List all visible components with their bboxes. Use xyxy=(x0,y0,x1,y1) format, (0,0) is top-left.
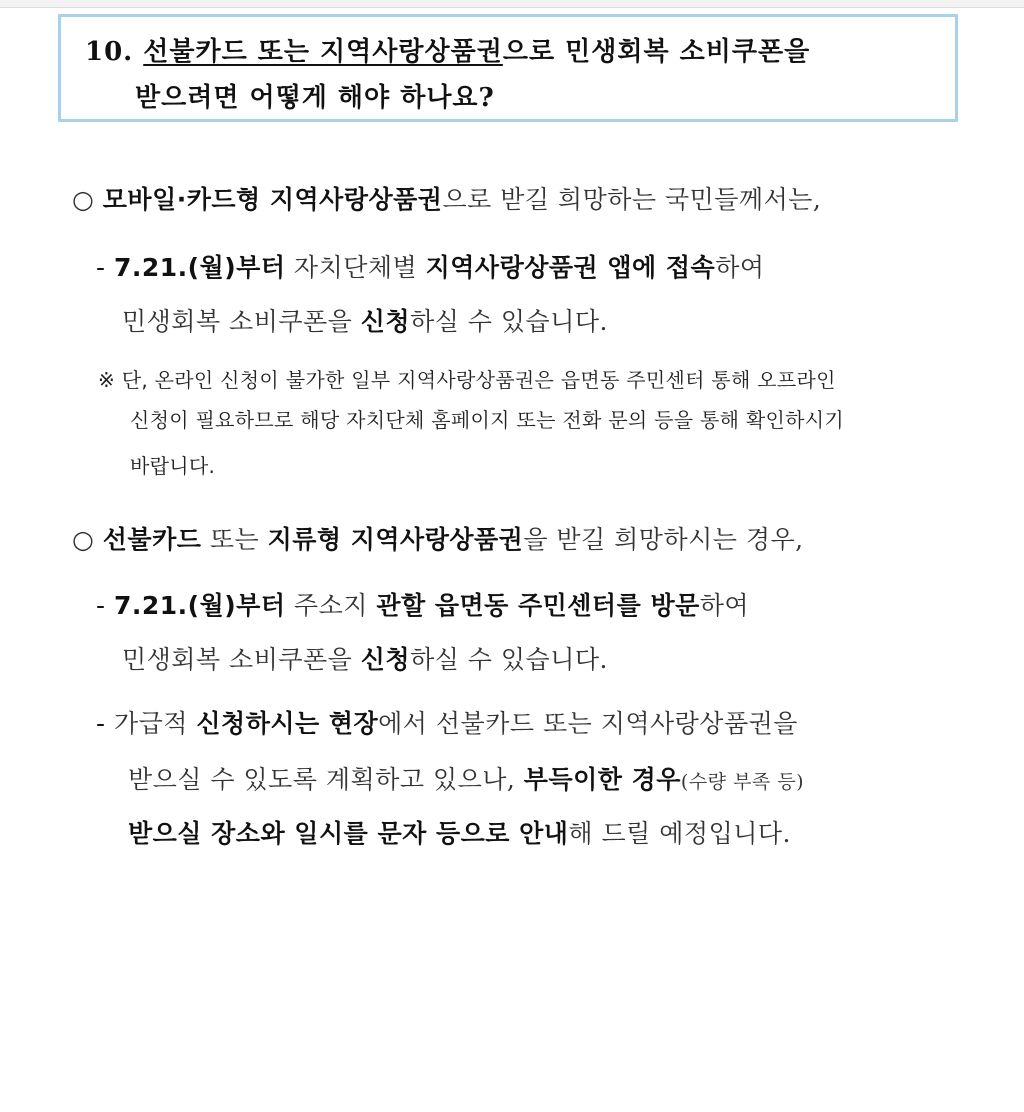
section1-item1-date: 7.21.(월)부터 xyxy=(113,253,286,282)
section2-item1-dash: - xyxy=(96,591,106,620)
section2-item2-dash: - xyxy=(96,709,106,738)
question-underlined-text: 선불카드 또는 지역사랑상품권 xyxy=(143,37,503,67)
question-box xyxy=(58,14,958,122)
section2-item1-l2-text-2: 하실 수 있습니다. xyxy=(410,645,608,674)
section1-item1-bold-2: 지역사랑상품권 앱에 접속 xyxy=(425,253,716,282)
section1-item1-text-2: 하여 xyxy=(715,253,765,282)
section1-item1-line2 xyxy=(122,302,608,338)
section1-item1-text-1: 자치단체별 xyxy=(285,253,426,282)
section2-item2-l3-text: 해 드릴 예정입니다. xyxy=(568,819,791,848)
section1-bold-1: 모바일·카드형 지역사랑상품권 xyxy=(102,185,443,214)
section2-item2-l2-bold: 부득이한 경우 xyxy=(523,765,681,794)
section1-item1-l2-text-2: 하실 수 있습니다. xyxy=(410,307,608,336)
section2-bullet: ○ xyxy=(72,525,95,554)
question-line-2: 받으려면 어떻게 해야 하나요? xyxy=(135,83,495,113)
section2-item1-line1 xyxy=(96,586,749,622)
section2-bold-1: 선불카드 xyxy=(102,525,202,554)
top-rule xyxy=(0,0,1024,8)
section1-item1-l2-text-1: 민생회복 소비쿠폰을 xyxy=(122,307,361,336)
section2-item2-l3-bold: 받으실 장소와 일시를 문자 등으로 안내 xyxy=(128,819,569,848)
note-mark: ※ xyxy=(98,368,116,392)
section2-heading xyxy=(72,520,804,556)
section2-item2-l2-small: (수량 부족 등) xyxy=(680,771,805,793)
section2-item2-line3 xyxy=(128,814,791,850)
section1-note-line3: 바랍니다. xyxy=(130,454,216,478)
section1-item1-dash: - xyxy=(96,253,106,282)
question-number: 10. xyxy=(85,37,134,67)
section2-item1-bold-2: 관할 읍면동 주민센터를 방문 xyxy=(376,591,700,620)
section1-heading xyxy=(72,180,821,216)
section2-item1-l2-bold: 신청 xyxy=(360,645,411,674)
question-line1-rest: 으로 민생회복 소비쿠폰을 xyxy=(502,37,811,67)
section2-item1-date: 7.21.(월)부터 xyxy=(113,591,286,620)
section2-text-1: 또는 xyxy=(201,525,268,554)
section2-item1-line2 xyxy=(122,640,608,676)
section2-item1-text-1: 주소지 xyxy=(285,591,377,620)
section2-item2-text-1: 가급적 xyxy=(113,709,197,738)
section1-item1-l2-bold: 신청 xyxy=(360,307,411,336)
section2-bold-2: 지류형 지역사랑상품권 xyxy=(267,525,524,554)
section2-item2-line2 xyxy=(128,760,804,796)
section2-text-2: 을 받길 희망하시는 경우, xyxy=(523,525,804,554)
section2-item1-text-2: 하여 xyxy=(699,591,750,620)
section2-item2-l2-text: 받으실 수 있도록 계획하고 있으나, xyxy=(128,765,524,794)
section1-item1-line1 xyxy=(96,248,765,284)
note-text-1: 단, 온라인 신청이 불가한 일부 지역사랑상품권은 읍면동 주민센터 통해 오프라인 xyxy=(121,368,836,392)
section1-bullet: ○ xyxy=(72,185,95,214)
section1-note-line2: 신청이 필요하므로 해당 자치단체 홈페이지 또는 전화 문의 등을 통해 확인하시기 xyxy=(130,408,845,432)
section2-item2-bold-1: 신청하시는 현장 xyxy=(196,709,379,738)
section2-item1-l2-text-1: 민생회복 소비쿠폰을 xyxy=(122,645,361,674)
question-line-1 xyxy=(85,31,810,68)
section2-item2-text-2: 에서 선불카드 또는 지역사랑상품권을 xyxy=(378,709,798,738)
section1-note-line1 xyxy=(98,364,836,393)
section2-item2-line1 xyxy=(96,704,798,740)
section1-text-1: 으로 받길 희망하는 국민들께서는, xyxy=(442,185,822,214)
